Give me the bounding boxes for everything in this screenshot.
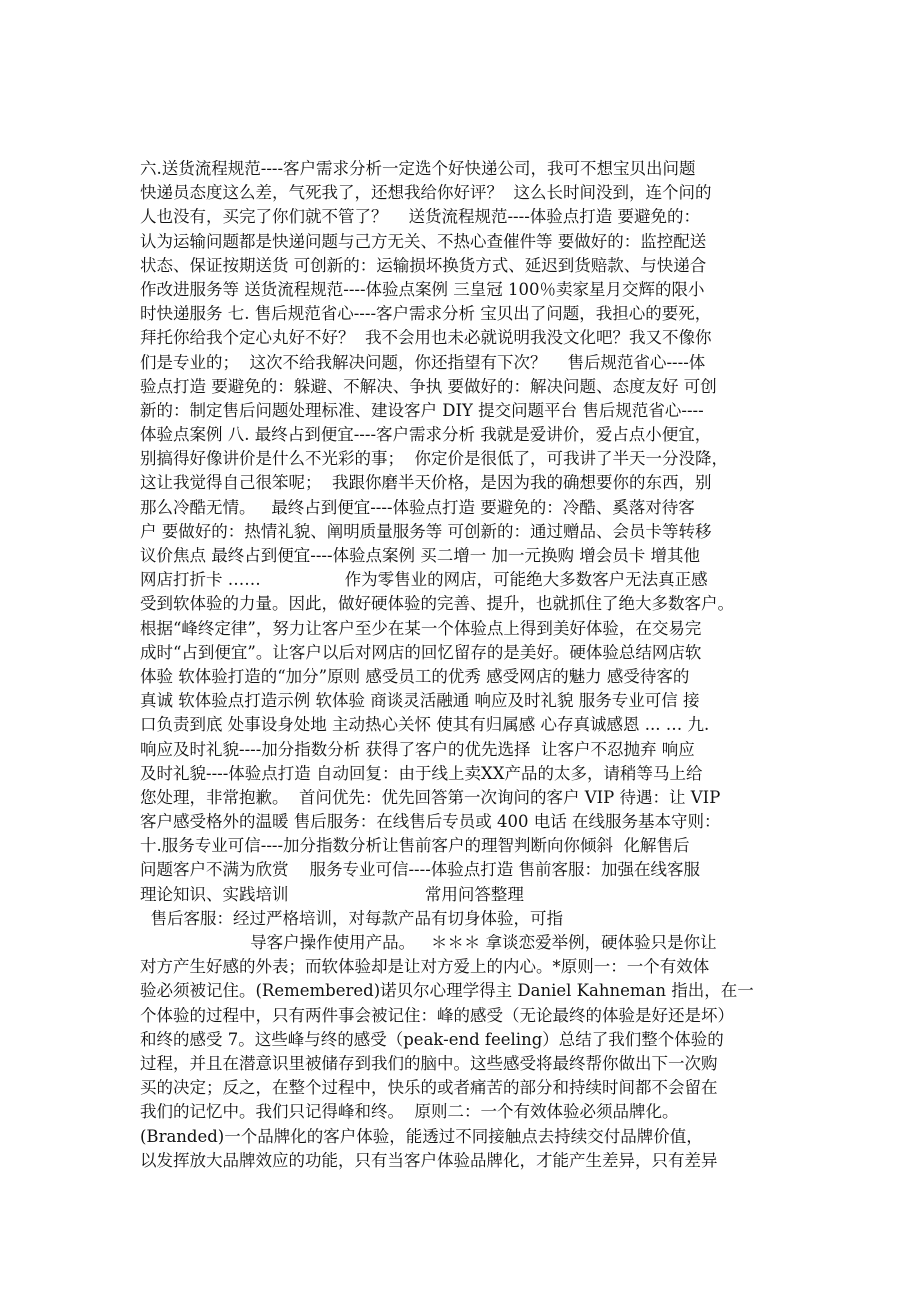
text-line: 网店打折卡 …… 作为零售业的网店，可能绝大多数客户无法真正感 xyxy=(140,570,708,590)
text-line: 对方产生好感的外表；而软体验却是让对方爱上的内心。*原则一：一个有效体 xyxy=(140,957,710,977)
text-line: 导客户操作使用产品。 ＊＊＊ 拿谈恋爱举例，硬体验只是你让 xyxy=(140,933,717,952)
text-line: 和终的感受 7。这些峰与终的感受（peak-end feeling）总结了我们整个体验的 xyxy=(140,1029,724,1049)
text-line: 受到软体验的力量。因此，做好硬体验的完善、提升，也就抓住了绝大多数客户。 xyxy=(140,594,734,614)
text-line: (Branded)一个品牌化的客户体验，能透过不同接触点去持续交付品牌价值， xyxy=(140,1126,703,1146)
text-line: 验点打造 要避免的：躲避、不解决、争执 要做好的：解决问题、态度友好 可创 xyxy=(140,376,717,396)
text-line: 个体验的过程中，只有两件事会被记住：峰的感受（无论最终的体验是好还是坏） xyxy=(140,1005,734,1025)
text-line: 们是专业的； 这次不给我解决问题，你还指望有下次？ 售后规范省心----体 xyxy=(140,352,706,372)
text-line: 买的决定；反之，在整个过程中，快乐的或者痛苦的部分和持续时间都不会留在 xyxy=(140,1078,718,1098)
text-line: 时快递服务 七. 售后规范省心----客户需求分析 宝贝出了问题，我担心的要死， xyxy=(140,304,712,324)
text-line: 理论知识、实践培训 常用问答整理 xyxy=(140,884,524,904)
text-line: 六.送货流程规范----客户需求分析一定选个好快递公司，我可不想宝贝出问题 xyxy=(140,159,696,178)
text-line: 那么冷酷无情。 最终占到便宜----体验点打造 要避免的：冷酷、奚落对待客 xyxy=(140,497,695,517)
text-line: 体验 软体验打造的“加分”原则 感受员工的优秀 感受网店的魅力 感受待客的 xyxy=(140,666,690,686)
text-line: 快递员态度这么差，气死我了，还想我给你好评？ 这么长时间没到，连个问的 xyxy=(140,183,712,203)
text-line: 作改进服务等 送货流程规范----体验点案例 三皇冠 100％卖家星月交辉的限小 xyxy=(140,279,705,299)
text-line: 体验点案例 八. 最终占到便宜----客户需求分析 我就是爱讲价，爱占点小便宜， xyxy=(140,425,712,445)
text-line: 十.服务专业可信----加分指数分析让售前客户的理智判断向你倾斜 化解售后 xyxy=(140,836,690,856)
text-line: 议价焦点 最终占到便宜----体验点案例 买二增一 加一元换购 增会员卡 增其他 xyxy=(140,546,701,565)
text-line: 户 要做好的：热情礼貌、阐明质量服务等 可创新的：通过赠品、会员卡等转移 xyxy=(140,521,712,541)
text-line: 根据“峰终定律”，努力让客户至少在某一个体验点上得到美好体验，在交易完 xyxy=(140,618,702,638)
text-line: 您处理，非常抱歉。 首问优先：优先回答第一次询问的客户 VIP 待遇：让 VIP xyxy=(140,787,721,807)
text-line: 我们的记忆中。我们只记得峰和终。 原则二：一个有效体验必须品牌化。 xyxy=(140,1102,679,1122)
text-line: 过程，并且在潜意识里被储存到我们的脑中。这些感受将最终帮你做出下一次购 xyxy=(140,1053,718,1073)
text-line: 验必须被记住。(Remembered)诺贝尔心理学得主 Daniel Kahneman 指出，在一 xyxy=(140,981,754,1001)
text-line: 认为运输问题都是快递问题与己方无关、不热心查催件等 要做好的：监控配送 xyxy=(140,231,707,251)
text-line: 人也没有，买完了你们就不管了？ 送货流程规范----体验点打造 要避免的： xyxy=(140,207,701,227)
text-line: 真诚 软体验点打造示例 软体验 商谈灵活融通 响应及时礼貌 服务专业可信 接 xyxy=(140,691,700,711)
text-line: 口负责到底 处事设身处地 主动热心关怀 使其有归属感 心存真诚感恩 ... … 九. xyxy=(140,715,710,735)
text-line: 状态、保证按期送货 可创新的：运输损坏换货方式、延迟到货赔款、与快递合 xyxy=(140,255,707,275)
text-line: 新的：制定售后问题处理标准、建设客户 DIY 提交问题平台 售后规范省心---- xyxy=(140,400,704,420)
body-text xyxy=(140,157,780,1173)
text-line: 成时“占到便宜”。让客户以后对网店的回忆留存的是美好。硬体验总结网店软 xyxy=(140,642,702,662)
text-line: 别搞得好像讲价是什么不光彩的事； 你定价是很低了，可我讲了半天一分没降， xyxy=(140,449,728,469)
text-line: 以发挥放大品牌效应的功能，只有当客户体验品牌化，才能产生差异，只有差异 xyxy=(140,1150,718,1170)
text-line: 售后客服：经过严格培训，对每款产品有切身体验，可指 xyxy=(140,908,563,928)
text-line: 响应及时礼貌----加分指数分析 获得了客户的优先选择 让客户不忍抛弃 响应 xyxy=(140,739,695,759)
text-line: 及时礼貌----体验点打造 自动回复：由于线上卖XX产品的太多，请稍等马上给 xyxy=(140,763,703,783)
text-line: 客户感受格外的温暖 售后服务：在线售后专员或 400 电话 在线服务基本守则： xyxy=(140,812,721,832)
text-line: 这让我觉得自己很笨呢； 我跟你磨半天价格，是因为我的确想要你的东西，别 xyxy=(140,473,712,493)
text-line: 问题客户不满为欣赏 服务专业可信----体验点打造 售前客服：加强在线客服 xyxy=(140,860,701,880)
text-line: 拜托你给我个定心丸好不好？ 我不会用也未必就说明我没文化吧？我又不像你 xyxy=(140,328,712,348)
